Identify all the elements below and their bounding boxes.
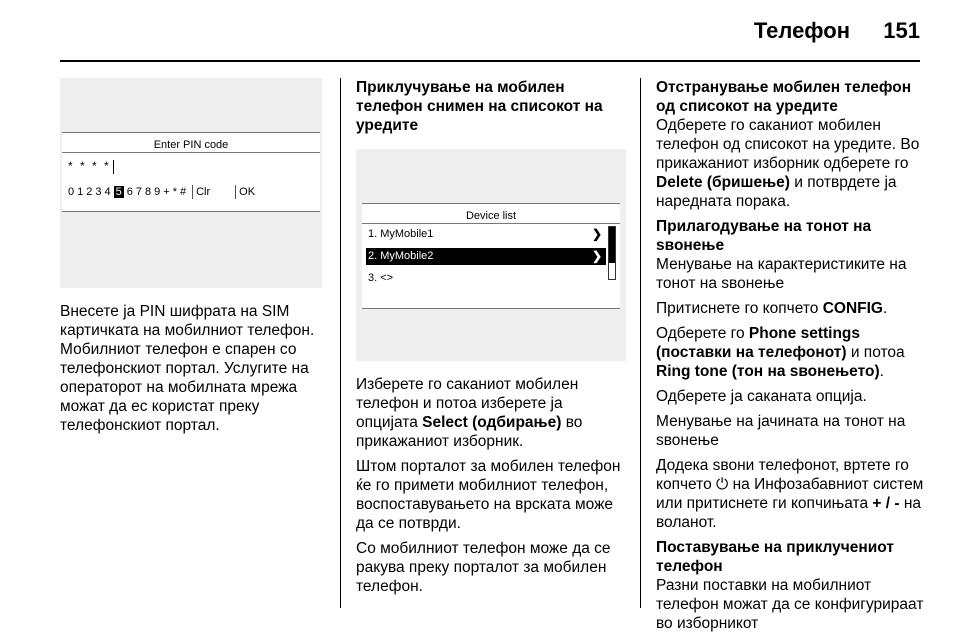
key-separator [192, 185, 193, 199]
device-list-title: Device list [362, 204, 620, 224]
section-heading: Отстранување мобилен телефон од списокот на уредите [656, 79, 912, 115]
pin-key[interactable]: 5 [115, 186, 122, 198]
device-list-item[interactable]: 1. MyMobile1 ❯ [368, 227, 602, 241]
paragraph: Притиснете го копчето CONFIG. [656, 300, 888, 317]
page-number: 151 [883, 18, 920, 43]
pin-key[interactable]: + [163, 186, 170, 198]
header-divider [60, 60, 920, 62]
column-divider [340, 78, 341, 608]
column-divider [640, 78, 641, 608]
column-right [656, 78, 928, 639]
pin-keypad [68, 183, 255, 202]
pin-mask: * * * * [68, 157, 114, 176]
column-left [60, 78, 328, 441]
pin-key[interactable]: 7 [135, 186, 142, 198]
paragraph: Одберете ја саканата опција. [656, 388, 867, 405]
device-list-image [356, 149, 626, 361]
pin-key[interactable]: # [179, 186, 187, 198]
paragraph: Менување на карактеристиките на тонот на ѕвонење [656, 256, 907, 292]
section-heading: Поставување на приклучениот телефон [656, 539, 894, 575]
chevron-right-icon: ❯ [591, 249, 602, 263]
chevron-right-icon: ❯ [591, 227, 602, 241]
paragraph: Додека ѕвони телефонот, вртете го копчето ⏻ на Инфозабавниот систем или притиснете ги копчињата + / - на воланот. [656, 457, 924, 531]
pin-key[interactable]: * [172, 186, 177, 198]
paragraph: Со мобилниот телефон може да се ракува преку порталот за мобилен телефон. [356, 540, 611, 595]
pin-instructions: Внесете ја PIN шифрата на SIM картичката на мобилниот телефон. Мобилниот телефон е спарен со телефонскиот портал. Услугите на операторот на мобилната мрежа можат да ес користат преку телефонскиот портал. [60, 303, 315, 434]
pin-screen-image [60, 78, 322, 288]
power-knob-icon: ⏻ [716, 476, 729, 493]
pin-screen [62, 132, 320, 212]
pin-key[interactable]: 6 [126, 186, 133, 198]
pin-screen-title: Enter PIN code [62, 133, 320, 153]
pin-key[interactable]: 3 [95, 186, 102, 198]
paragraph: Разни поставки на мобилниот телефон можат да се конфигурираат во изборникот [656, 577, 924, 632]
pin-key[interactable]: 2 [86, 186, 93, 198]
paragraph: Одберете го Phone settings (поставки на телефонот) и потоа Ring tone (тон на ѕвонењето). [656, 325, 905, 380]
key-separator [235, 185, 236, 199]
paragraph: Одберете го саканиот мобилен телефон од списокот на уредите. Во прикажаниот изборник одберете го Delete (бришење) и потврдете ја наредната порака. [656, 117, 920, 210]
page-title: Телефон [753, 18, 850, 43]
pin-key[interactable]: 1 [77, 186, 84, 198]
pin-key[interactable]: 8 [145, 186, 152, 198]
pin-key[interactable]: 0 [68, 186, 75, 198]
device-list-item[interactable]: 2. MyMobile2 ❯ [366, 248, 606, 265]
paragraph: Штом порталот за мобилен телефон ќе го примети мобилниот телефон, воспоставувањето на врската може да се потврди. [356, 458, 621, 532]
scrollbar [608, 226, 616, 280]
paragraph: Изберете го саканиот мобилен телефон и потоа изберете ја опцијата Select (одбирање) во прикажаниот изборник. [356, 376, 583, 450]
pin-key[interactable]: 4 [104, 186, 111, 198]
device-list-item[interactable]: 3. <> [368, 272, 394, 284]
device-list-screen [362, 203, 620, 309]
clear-key[interactable]: Clr [196, 186, 211, 198]
paragraph: Менување на јачината на тонот на ѕвонење [656, 413, 906, 449]
ok-key[interactable]: OK [239, 186, 256, 198]
section-heading: Прилагодување на тонот на ѕвонење [656, 218, 872, 254]
section-heading: Приклучување на мобилен телефон снимен на списокот на уредите [356, 79, 603, 134]
page-header [0, 0, 960, 60]
column-middle [356, 78, 628, 602]
pin-key[interactable]: 9 [154, 186, 161, 198]
